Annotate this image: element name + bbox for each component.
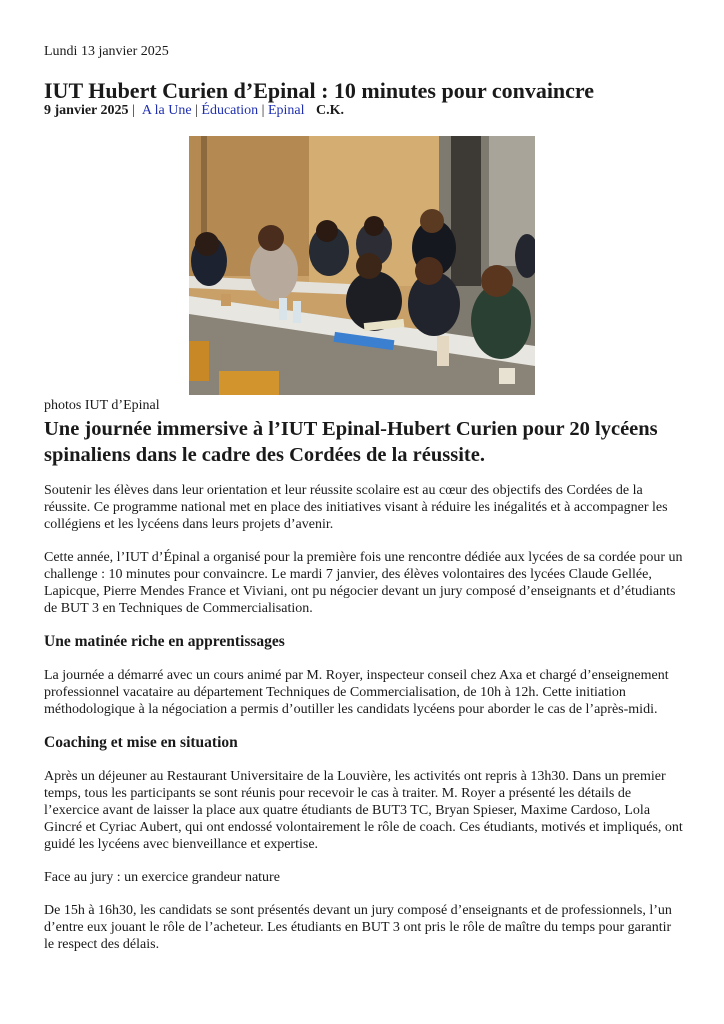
category-separator: | [261,103,265,118]
print-date: Lundi 13 janvier 2025 [44,44,169,59]
article-meta [44,103,344,119]
section-heading-2: Coaching et mise en situation [44,734,238,751]
paragraph-3: La journée a démarré avec un cours animé par M. Royer, inspecteur conseil chez Axa et chargé d’enseignement professionnel vacataire au département Techniques de Commercialisation, de 10h à 12h. Cette initiation méthodologique à la négociation a permis d’outiller les candidats lycéens pour aborder le cas de l’après-midi. [44,668,669,717]
category-link-a-la-une[interactable]: A la Une [141,103,192,118]
paragraph-2: Cette année, l’IUT d’Épinal a organisé pour la première fois une rencontre dédiée aux lycées de sa cordée pour un challenge : 10 minutes pour convaincre. Le mardi 7 janvier, des élèves volontaires des lycées Claude Gellée, Lapicque, Pierre Mendes France et Viviani, ont pu négocier devant un jury composé d’enseignants et d’étudiants de BUT 3 en Techniques de Commercialisation. [44,550,683,616]
category-link-education[interactable]: Éducation [201,103,259,118]
category-separator: | [195,103,198,118]
article-body [44,482,684,969]
article-subtitle: Une journée immersive à l’IUT Epinal-Hubert Curien pour 20 lycéens spinaliens dans le cadre des Cordées de la réussite. [44,418,658,466]
paragraph-6: De 15h à 16h30, les candidats se sont présentés devant un jury composé d’enseignants et de professionnels, l’un d’entre eux jouant le rôle de l’acheteur. Les étudiants en BUT 3 ont pris le rôle de maître du temps pour garantir le respect des délais. [44,903,672,952]
paragraph-1: Soutenir les élèves dans leur orientation et leur réussite scolaire est au cœur des objectifs des Cordées de la réussite. Ce programme national met en place des initiatives visant à réduire les inégalités et à accompagner les collégiens et les lycéens dans leurs projets d’avenir. [44,483,668,532]
classroom-photo [189,136,535,395]
publication-date: 9 janvier 2025 [44,103,129,118]
author-name: C.K. [316,103,345,118]
category-link-epinal[interactable]: Epinal [267,103,305,118]
article-title: IUT Hubert Curien d’Epinal : 10 minutes pour convaincre [44,78,595,103]
meta-separator: | [132,103,135,118]
paragraph-4: Après un déjeuner au Restaurant Universitaire de la Louvière, les activités ont repris à 13h30. Dans un premier temps, tous les participants se sont réunis pour recevoir le cas à traiter. M. Royer a présenté les détails de l’exercice avant de laisser la place aux quatre étudiants de BUT3 TC, Bryan Spieser, Maxime Cardoso, Lola Gincré et Cyriac Aubert, qui ont endossé volontairement le rôle de coach. Ces étudiants, motivés et impliqués, ont guidé les lycéens avec bienveillance et expertise. [44,769,683,852]
photo-caption: photos IUT d’Epinal [44,398,160,413]
section-heading-1: Une matinée riche en apprentissages [44,633,285,650]
paragraph-5: Face au jury : un exercice grandeur nature [44,870,280,885]
